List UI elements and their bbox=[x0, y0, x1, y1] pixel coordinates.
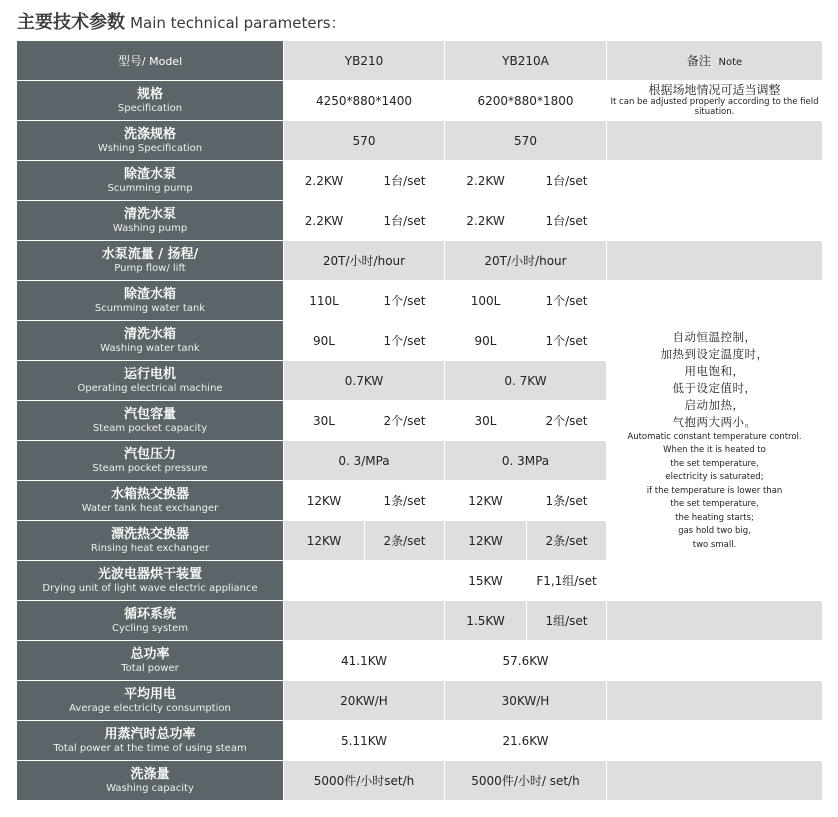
value-cell bbox=[365, 561, 445, 601]
row-label: 除渣水泵 Scumming pump bbox=[17, 161, 284, 201]
note-header-en: Note bbox=[718, 57, 743, 68]
value-cell: 1组/set bbox=[527, 601, 607, 641]
table-row bbox=[17, 601, 823, 641]
value-cell: 20T/小时/hour bbox=[284, 241, 445, 281]
note-en-line: electricity is saturated; bbox=[665, 472, 764, 483]
note-adjust bbox=[607, 81, 823, 121]
value-cell: 2个/set bbox=[365, 401, 445, 441]
value-cell: 90L bbox=[445, 321, 527, 361]
row-label: 洗涤量 Washing capacity bbox=[17, 761, 284, 801]
value-cell: 30KW/H bbox=[445, 681, 607, 721]
row-label: 清洗水泵 Washing pump bbox=[17, 201, 284, 241]
model-yb210a: YB210A bbox=[445, 41, 607, 81]
note-cell bbox=[607, 681, 823, 721]
value-cell: 12KW bbox=[284, 521, 365, 561]
row-label: 用蒸汽时总功率 Total power at the time of using steam bbox=[17, 721, 284, 761]
value-cell: 2.2KW bbox=[284, 201, 365, 241]
value-cell bbox=[284, 601, 445, 641]
note-cell bbox=[607, 121, 823, 161]
value-cell: 100L bbox=[445, 281, 527, 321]
row-label: 汽包容量 Steam pocket capacity bbox=[17, 401, 284, 441]
value-cell: 1台/set bbox=[365, 201, 445, 241]
row-label: 清洗水箱 Washing water tank bbox=[17, 321, 284, 361]
value-cell: 2个/set bbox=[527, 401, 607, 441]
note-adjust-zh: 根据场地情况可适当调整 bbox=[648, 83, 781, 97]
value-cell: F1,1组/set bbox=[527, 561, 607, 601]
value-cell: 20KW/H bbox=[284, 681, 445, 721]
note-zh-line: 气抱两大两小。 bbox=[672, 414, 757, 429]
note-cell bbox=[607, 561, 823, 601]
model-header bbox=[17, 41, 284, 81]
value-cell: 1个/set bbox=[365, 321, 445, 361]
note-cell bbox=[607, 761, 823, 801]
value-cell: 12KW bbox=[284, 481, 365, 521]
title-zh: 主要技术参数 bbox=[17, 12, 125, 33]
value-cell: 12KW bbox=[445, 481, 527, 521]
value-cell: 2条/set bbox=[365, 521, 445, 561]
note-cell bbox=[607, 201, 823, 241]
note-cell bbox=[607, 721, 823, 761]
row-label: 漂洗热交换器 Rinsing heat exchanger bbox=[17, 521, 284, 561]
row-label: 水箱热交换器 Water tank heat exchanger bbox=[17, 481, 284, 521]
value-cell: 6200*880*1800 bbox=[445, 81, 607, 121]
value-cell: 90L bbox=[284, 321, 365, 361]
value-cell: 2.2KW bbox=[284, 161, 365, 201]
value-cell: 30L bbox=[445, 401, 527, 441]
note-adjust-en: It can be adjusted properly according to the field situation. bbox=[610, 97, 819, 117]
value-cell: 1台/set bbox=[527, 161, 607, 201]
note-en-line: the heating starts; bbox=[675, 512, 754, 523]
note-en-line: two small. bbox=[692, 539, 737, 550]
value-cell: 570 bbox=[284, 121, 445, 161]
note-zh-line: 低于设定值时， bbox=[672, 380, 757, 395]
note-zh-line: 启动加热， bbox=[684, 397, 745, 412]
page-title bbox=[17, 9, 346, 37]
value-cell: 41.1KW bbox=[284, 641, 445, 681]
title-en: Main technical parameters： bbox=[130, 14, 346, 32]
table-row bbox=[17, 681, 823, 721]
row-label: 规格 Specification bbox=[17, 81, 284, 121]
note-cell bbox=[607, 641, 823, 681]
row-label: 循环系统 Cycling system bbox=[17, 601, 284, 641]
value-cell: 20T/小时/hour bbox=[445, 241, 607, 281]
row-label: 汽包压力 Steam pocket pressure bbox=[17, 441, 284, 481]
table-row bbox=[17, 241, 823, 281]
value-cell: 1个/set bbox=[365, 281, 445, 321]
table-row bbox=[17, 761, 823, 801]
table-row bbox=[17, 641, 823, 681]
value-cell: 2条/set bbox=[527, 521, 607, 561]
value-cell: 21.6KW bbox=[445, 721, 607, 761]
note-en-line: gas hold two big, bbox=[678, 526, 751, 537]
value-cell: 0. 3MPa bbox=[445, 441, 607, 481]
row-label: 总功率 Total power bbox=[17, 641, 284, 681]
value-cell bbox=[284, 561, 365, 601]
note-cell bbox=[607, 281, 823, 321]
note-en-line: When the it is heated to bbox=[663, 445, 766, 456]
value-cell: 0. 3/MPa bbox=[284, 441, 445, 481]
row-label: 平均用电 Average electricity consumption bbox=[17, 681, 284, 721]
value-cell: 4250*880*1400 bbox=[284, 81, 445, 121]
table-row bbox=[17, 121, 823, 161]
note-cell bbox=[607, 241, 823, 281]
table-row bbox=[17, 561, 823, 601]
value-cell: 5.11KW bbox=[284, 721, 445, 761]
value-cell: 1台/set bbox=[365, 161, 445, 201]
note-en-line: the set temperature, bbox=[670, 458, 759, 469]
value-cell: 5000件/小时/ set/h bbox=[445, 761, 607, 801]
value-cell: 5000件/小时set/h bbox=[284, 761, 445, 801]
row-label: 除渣水箱 Scumming water tank bbox=[17, 281, 284, 321]
value-cell: 0.7KW bbox=[284, 361, 445, 401]
value-cell: 2.2KW bbox=[445, 201, 527, 241]
value-cell: 110L bbox=[284, 281, 365, 321]
value-cell: 30L bbox=[284, 401, 365, 441]
value-cell: 1条/set bbox=[365, 481, 445, 521]
value-cell: 12KW bbox=[445, 521, 527, 561]
value-cell: 15KW bbox=[445, 561, 527, 601]
note-en-line: if the temperature is lower than bbox=[646, 485, 783, 496]
note-en-line: the set temperature, bbox=[670, 499, 759, 510]
spec-table bbox=[16, 40, 823, 801]
value-cell: 2.2KW bbox=[445, 161, 527, 201]
table-row bbox=[17, 81, 823, 121]
note-temperature-control bbox=[607, 321, 823, 561]
note-cell bbox=[607, 161, 823, 201]
row-label: 运行电机 Operating electrical machine bbox=[17, 361, 284, 401]
model-header-zh: 型号 bbox=[117, 54, 142, 68]
table-row bbox=[17, 281, 823, 321]
table-row bbox=[17, 201, 823, 241]
value-cell: 1个/set bbox=[527, 321, 607, 361]
note-en-line: Automatic constant temperature control. bbox=[627, 431, 802, 442]
header-row bbox=[17, 41, 823, 81]
model-header-en: / Model bbox=[141, 55, 183, 68]
value-cell: 1个/set bbox=[527, 281, 607, 321]
note-cell bbox=[607, 601, 823, 641]
value-cell: 570 bbox=[445, 121, 607, 161]
model-yb210: YB210 bbox=[284, 41, 445, 81]
note-zh-line: 用电饱和， bbox=[684, 363, 745, 378]
note-zh-line: 加热到设定温度时， bbox=[660, 346, 769, 361]
table-row bbox=[17, 721, 823, 761]
row-label: 洗涤规格 Wshing Specification bbox=[17, 121, 284, 161]
value-cell: 1条/set bbox=[527, 481, 607, 521]
value-cell: 57.6KW bbox=[445, 641, 607, 681]
row-label: 光波电器烘干装置 Drying unit of light wave electric appliance bbox=[17, 561, 284, 601]
note-header bbox=[607, 41, 823, 81]
value-cell: 1.5KW bbox=[445, 601, 527, 641]
note-header-zh: 备注 bbox=[686, 54, 711, 68]
value-cell: 1台/set bbox=[527, 201, 607, 241]
table-row bbox=[17, 161, 823, 201]
value-cell: 0. 7KW bbox=[445, 361, 607, 401]
row-label: 水泵流量 / 扬程/ Pump flow/ lift bbox=[17, 241, 284, 281]
table-row bbox=[17, 321, 823, 361]
note-zh-line: 自动恒温控制， bbox=[672, 329, 757, 344]
